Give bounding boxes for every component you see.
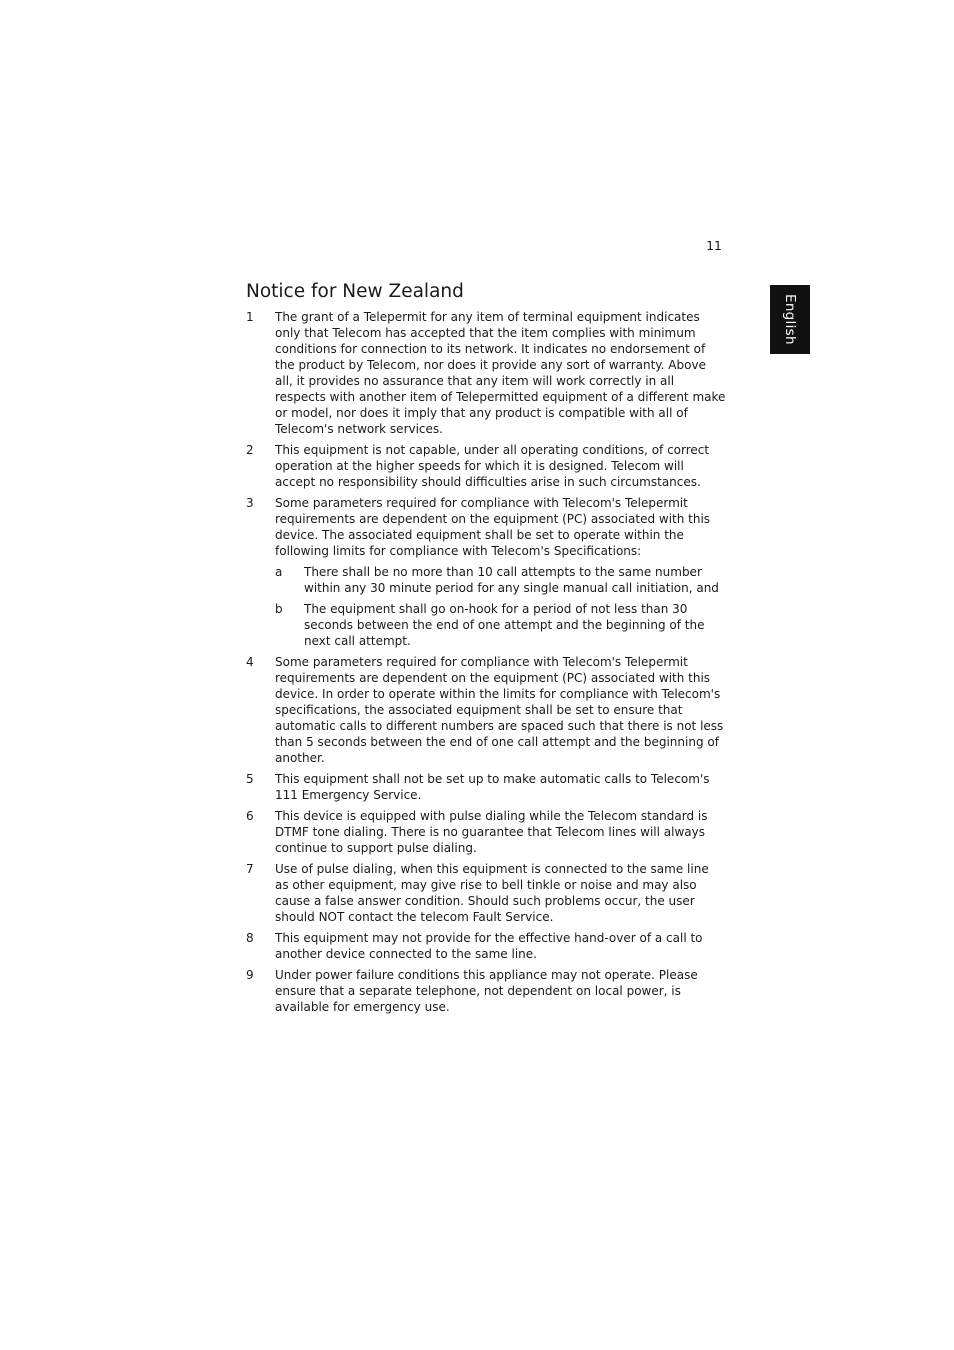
notice-list	[246, 309, 726, 1020]
language-tab	[770, 285, 810, 354]
list-item	[246, 808, 726, 856]
list-item	[246, 967, 726, 1015]
item-number: 8	[246, 931, 254, 945]
item-number: 1	[246, 310, 254, 324]
item-text: This equipment shall not be set up to make automatic calls to Telecom's 111 Emergency Service.	[275, 772, 710, 802]
sub-list-item	[275, 564, 726, 596]
list-item	[246, 930, 726, 962]
item-number: 4	[246, 655, 254, 669]
sub-list	[275, 564, 726, 649]
item-number: 7	[246, 862, 254, 876]
page-number: 11	[706, 238, 722, 253]
item-text: Some parameters required for compliance with Telecom's Telepermit requirements are dependent on the equipment (PC) associated with this device. The associated equipment shall be set to operate within the following limits for compliance with Telecom's Specifications:	[275, 496, 711, 558]
item-text: Under power failure conditions this appliance may not operate. Please ensure that a separate telephone, not dependent on local power, is available for emergency use.	[275, 968, 698, 1014]
list-item	[246, 309, 726, 437]
list-item	[246, 771, 726, 803]
item-number: 5	[246, 772, 254, 786]
item-number: 9	[246, 968, 254, 982]
list-item	[246, 861, 726, 925]
item-text: The grant of a Telepermit for any item of terminal equipment indicates only that Telecom has accepted that the item complies with minimum conditions for connection to its network. It indicates no endorsement of the product by Telecom, nor does it provide any sort of warranty. Above all, it provides no assurance that any item will work correctly in all respects with another item of Telepermitted equipment of a different make or model, nor does it imply that any product is compatible with all of Telecom's network services.	[275, 310, 726, 436]
item-text: This device is equipped with pulse dialing while the Telecom standard is DTMF tone dialing. There is no guarantee that Telecom lines will always continue to support pulse dialing.	[275, 809, 708, 855]
list-item	[246, 442, 726, 490]
item-text: This equipment may not provide for the effective hand-over of a call to another device connected to the same line.	[275, 931, 703, 961]
item-text: Some parameters required for compliance with Telecom's Telepermit requirements are dependent on the equipment (PC) associated with this device. In order to operate within the limits for compliance with Telecom's specifications, the associated equipment shall be set to ensure that automatic calls to different numbers are spaced such that there is not less than 5 seconds between the end of one call attempt and the beginning of another.	[275, 655, 724, 765]
sub-item-text: The equipment shall go on-hook for a period of not less than 30 seconds between the end of one attempt and the beginning of the next call attempt.	[304, 602, 705, 648]
item-text: Use of pulse dialing, when this equipment is connected to the same line as other equipment, may give rise to bell tinkle or noise and may also cause a false answer condition. Should such problems occur, the user should NOT contact the telecom Fault Service.	[275, 862, 709, 924]
sub-item-letter: b	[275, 602, 283, 616]
item-number: 6	[246, 809, 254, 823]
list-item	[246, 495, 726, 649]
sub-item-letter: a	[275, 565, 283, 579]
language-tab-label: English	[782, 294, 798, 345]
list-item	[246, 654, 726, 766]
item-number: 2	[246, 443, 254, 457]
item-number: 3	[246, 496, 254, 510]
sub-list-item	[275, 601, 726, 649]
item-text: This equipment is not capable, under all operating conditions, of correct operation at the higher speeds for which it is designed. Telecom will accept no responsibility should difficulties arise in such circumstances.	[275, 443, 710, 489]
section-title: Notice for New Zealand	[246, 281, 464, 302]
sub-item-text: There shall be no more than 10 call attempts to the same number within any 30 minute period for any single manual call initiation, and	[304, 565, 719, 595]
